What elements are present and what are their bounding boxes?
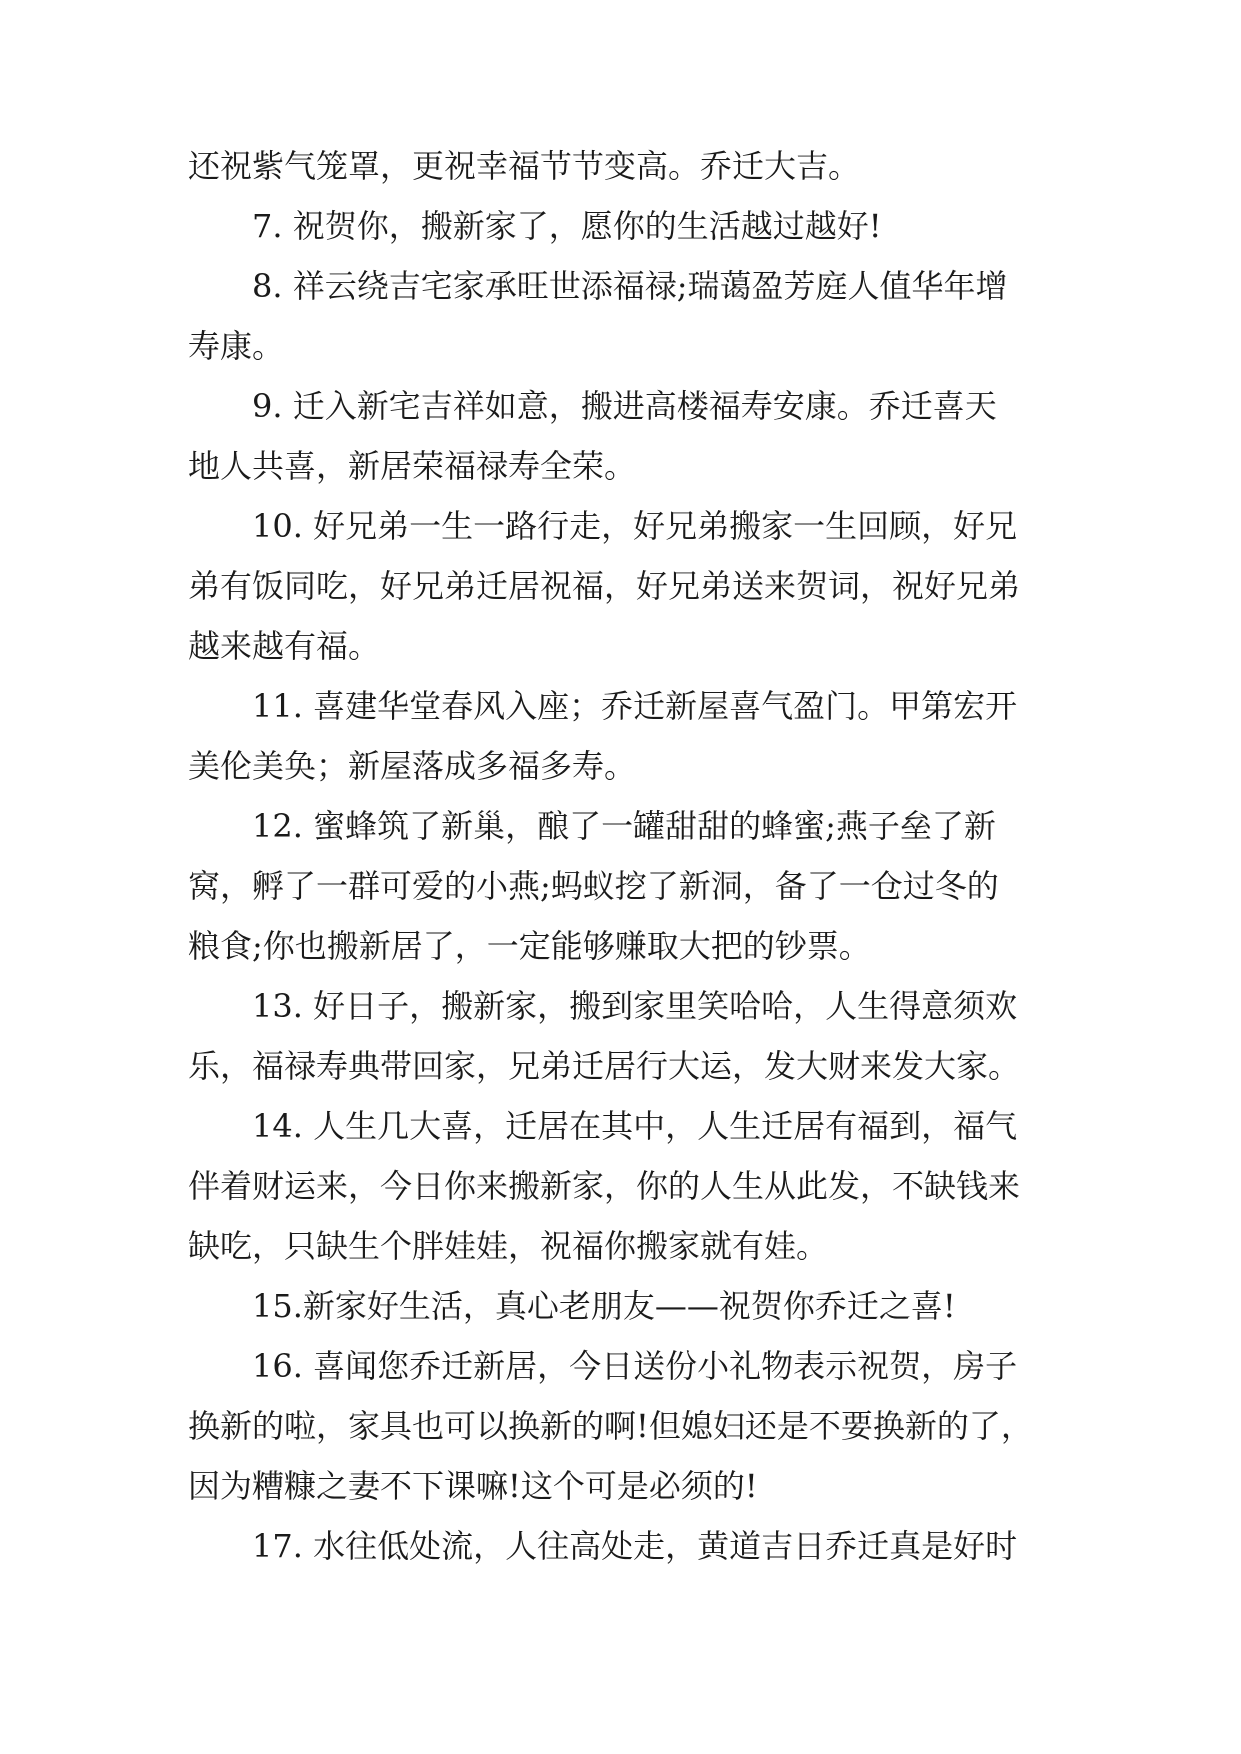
- text-line: 还祝紫气笼罩，更祝幸福节节变高。乔迁大吉。: [188, 147, 861, 185]
- text-line: 16. 喜闻您乔迁新居，今日送份小礼物表示祝贺，房子: [252, 1347, 1018, 1385]
- text-line: 9. 迁入新宅吉祥如意，搬进高楼福寿安康。乔迁喜天: [252, 387, 997, 425]
- text-line: 美伦美奂；新屋落成多福多寿。: [188, 747, 637, 785]
- text-line: 换新的啦，家具也可以换新的啊!但媳妇还是不要换新的了，: [188, 1407, 1033, 1445]
- text-line: 粮食;你也搬新居了，一定能够赚取大把的钞票。: [188, 927, 871, 965]
- text-line: 14. 人生几大喜，迁居在其中，人生迁居有福到，福气: [252, 1107, 1018, 1145]
- text-line: 窝，孵了一群可爱的小燕;蚂蚁挖了新洞，备了一仓过冬的: [188, 867, 999, 905]
- text-line: 越来越有福。: [188, 627, 381, 665]
- text-line: 7. 祝贺你，搬新家了，愿你的生活越过越好!: [252, 207, 882, 245]
- text-line: 地人共喜，新居荣福禄寿全荣。: [188, 447, 637, 485]
- text-line: 乐，福禄寿典带回家，兄弟迁居行大运，发大财来发大家。: [188, 1047, 1021, 1085]
- text-line: 10. 好兄弟一生一路行走，好兄弟搬家一生回顾，好兄: [252, 507, 1018, 545]
- text-line: 12. 蜜蜂筑了新巢，酿了一罐甜甜的蜂蜜;燕子垒了新: [252, 807, 996, 845]
- text-line: 因为糟糠之妻不下课嘛!这个可是必须的!: [188, 1467, 758, 1505]
- text-line: 缺吃，只缺生个胖娃娃，祝福你搬家就有娃。: [188, 1227, 829, 1265]
- text-line: 寿康。: [188, 327, 285, 365]
- text-line: 弟有饭同吃，好兄弟迁居祝福，好兄弟送来贺词，祝好兄弟: [188, 567, 1021, 605]
- text-line: 17. 水往低处流，人往高处走，黄道吉日乔迁真是好时: [252, 1527, 1018, 1565]
- text-line: 8. 祥云绕吉宅家承旺世添福禄;瑞蔼盈芳庭人值华年增: [252, 267, 1008, 305]
- text-line: 11. 喜建华堂春风入座；乔迁新屋喜气盈门。甲第宏开: [252, 687, 1018, 725]
- text-line: 15.新家好生活，真心老朋友——祝贺你乔迁之喜!: [252, 1287, 956, 1325]
- text-line: 13. 好日子，搬新家，搬到家里笑哈哈，人生得意须欢: [252, 987, 1018, 1025]
- text-line: 伴着财运来，今日你来搬新家，你的人生从此发，不缺钱来: [188, 1167, 1021, 1205]
